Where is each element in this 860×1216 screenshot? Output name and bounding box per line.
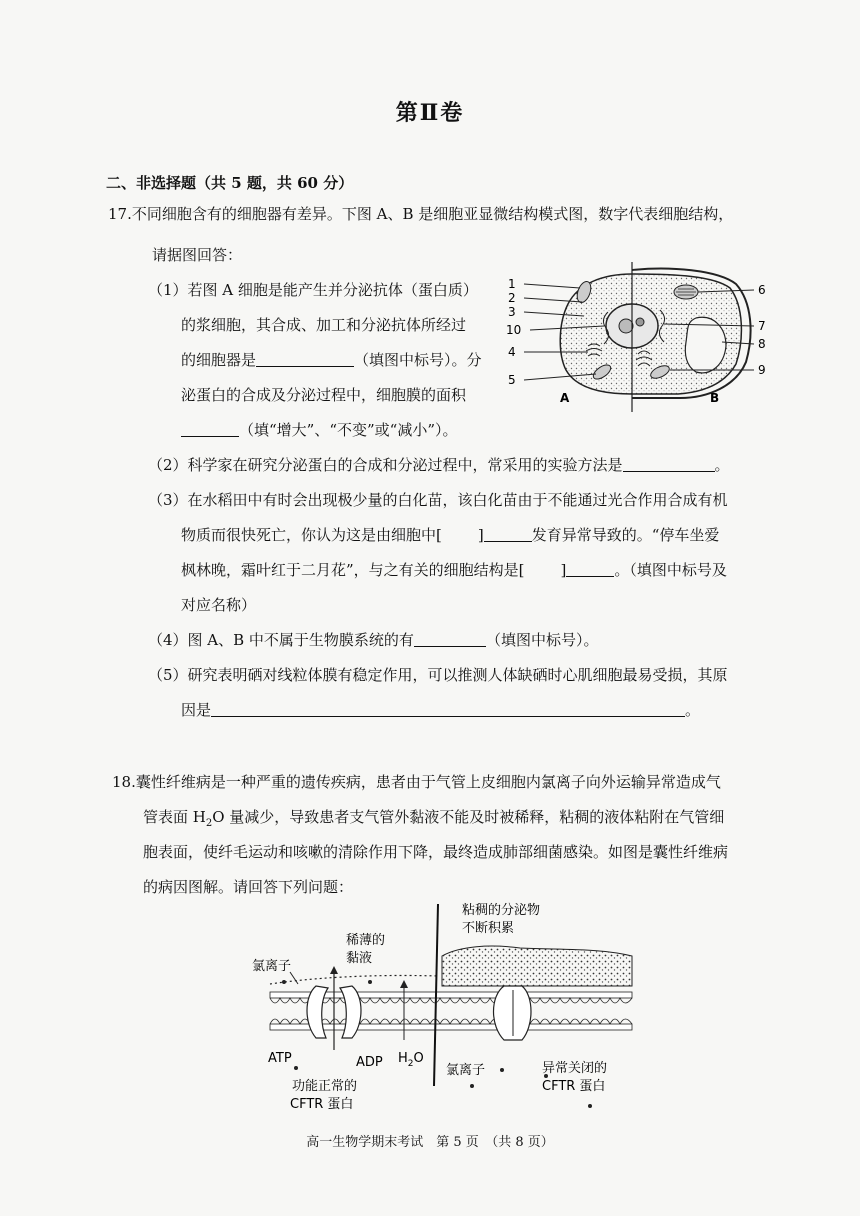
q17-part3-line-c [181,560,727,580]
label-9: 9 [758,363,766,377]
q17-part3-text-b2: ] [477,526,484,544]
q17-part3-line-b [181,525,719,545]
q17-part1-line-d: 泌蛋白的合成及分泌过程中，细胞膜的面积 [181,386,467,404]
q17-part2-text-a: （2）科学家在研究分泌蛋白的合成和分泌过程中，常采用的实验方法是 [148,456,623,474]
q17-part4-line [148,630,598,650]
label-cell-b: B [710,391,720,405]
q17-stem-line-1 [108,204,733,224]
q17-part2-text-b: 。 [714,456,730,474]
q17-part3-text-c3: 。（填图中标号及 [614,561,727,579]
label-4: 4 [508,345,516,359]
label-h2o-sub: 2 [407,1059,414,1069]
q17-part5-line-a: （5）研究表明硒对线粒体膜有稳定作用，可以推测人体缺硒时心肌细胞最易受损，其原 [148,666,728,684]
q17-part1-text-c1: 的细胞器是 [181,351,257,369]
answer-blank[interactable] [566,562,614,577]
section-heading: 二、非选择题（共 5 题，共 60 分） [106,174,354,192]
label-viscous-2: 不断积累 [462,921,515,936]
label-cell-a: A [560,391,570,405]
chloride-pointer [290,972,298,984]
label-2: 2 [508,291,516,305]
centriole [636,318,644,326]
q17-part1-text-c2: （填图中标号）。分 [354,351,482,369]
label-h2o-o: O [413,1051,424,1066]
q17-part3-line-a: （3）在水稻田中有时会出现极少量的白化苗，该白化苗由于不能通过光合作用合成有机 [148,491,728,509]
label-atp: ATP [268,1051,292,1066]
page-title: 第Ⅱ卷 [395,100,465,126]
q17-part5-text-b2: 。 [685,701,701,719]
q18-text-2b: 2 [205,818,213,829]
q17-part4-text-b: （填图中标号）。 [485,631,599,649]
label-normal-1: 功能正常的 [292,1079,358,1094]
q18-text-2c: O 量减少，导致患者支气管外黏液不能及时被稀释，粘稠的液体粘附在气管细 [212,808,725,826]
q18-line-2 [143,807,724,834]
label-7: 7 [758,319,766,333]
q18-text-2a: 管表面 H [143,808,206,826]
answer-blank[interactable] [256,352,354,367]
page-footer: 高一生物学期末考试 第 5 页 （共 8 页） [306,1135,554,1150]
q18-line-4: 的病因图解。请回答下列问题： [143,878,354,896]
label-viscous-1: 粘稠的分泌物 [462,903,541,918]
q17-part1-line-e [181,420,458,440]
label-closed-1: 异常关闭的 [542,1061,608,1076]
label-8: 8 [758,337,766,351]
q17-part3-text-b1: 物质而很快死亡，你认为这是由细胞中[ [181,526,442,544]
label-adp: ADP [356,1055,383,1070]
q18-number: 18. [112,773,136,791]
cftr-disease-diagram [250,900,650,1120]
q17-part1-line-b: 的浆细胞，其合成、加工和分泌抗体所经过 [181,316,467,334]
answer-blank[interactable] [623,457,715,472]
q17-part3-line-d: 对应名称） [181,596,257,614]
q17-number: 17. [108,205,132,223]
q18-text-1: 囊性纤维病是一种严重的遗传疾病，患者由于气管上皮细胞内氯离子向外运输异常造成气 [135,773,721,791]
q17-part1-line-a: （1）若图 A 细胞是能产生并分泌抗体（蛋白质） [148,281,478,299]
q17-stem-line-2: 请据图回答： [152,246,243,264]
q17-part4-text-a: （4）图 A、B 中不属于生物膜系统的有 [148,631,414,649]
viscous-secretion [442,946,632,986]
cftr-abnormal [494,986,532,1040]
q18-line-3: 胞表面，使纤毛运动和咳嗽的清除作用下降，最终造成肺部细菌感染。如图是囊性纤维病 [143,843,729,861]
label-6: 6 [758,283,766,297]
answer-blank[interactable] [211,702,685,717]
arrow-head-icon [330,966,338,974]
label-closed-2: CFTR 蛋白 [542,1079,606,1094]
q17-part1-line-c [181,350,482,370]
label-h2o [398,1051,424,1069]
label-thin-2: 黏液 [346,951,373,966]
q17-part3-text-b3: 发育异常导致的。“停车坐爱 [531,526,720,544]
q17-part3-text-c2: ] [560,561,567,579]
label-1: 1 [508,277,516,291]
answer-blank[interactable] [181,422,239,437]
label-5: 5 [508,373,516,387]
q17-part5-text-b1: 因是 [181,701,212,719]
label-10: 10 [506,323,522,337]
answer-blank[interactable] [414,632,486,647]
nucleolus [619,319,633,333]
label-h2o-h: H [398,1051,408,1066]
label-thin-1: 稀薄的 [346,933,386,948]
label-3: 3 [508,305,516,319]
label-chloride-top: 氯离子 [252,959,292,974]
q17-part1-text-e: （填“增大”、“不变”或“减小”）。 [239,421,458,439]
q17-stem-text-1: 不同细胞含有的细胞器有差异。下图 A、B 是细胞亚显微结构模式图，数字代表细胞结构， [131,205,734,223]
q17-part5-line-b [181,700,700,720]
q17-part3-text-c1: 枫林晚，霜叶红于二月花”，与之有关的细胞结构是[ [181,561,525,579]
label-normal-2: CFTR 蛋白 [290,1097,354,1112]
label-chloride-bottom: 氯离子 [446,1063,486,1078]
answer-blank[interactable] [484,527,532,542]
q18-line-1 [112,772,721,792]
q17-part2-line [148,455,730,475]
cell-structure-diagram [500,262,780,412]
arrow-head-icon [400,980,408,988]
